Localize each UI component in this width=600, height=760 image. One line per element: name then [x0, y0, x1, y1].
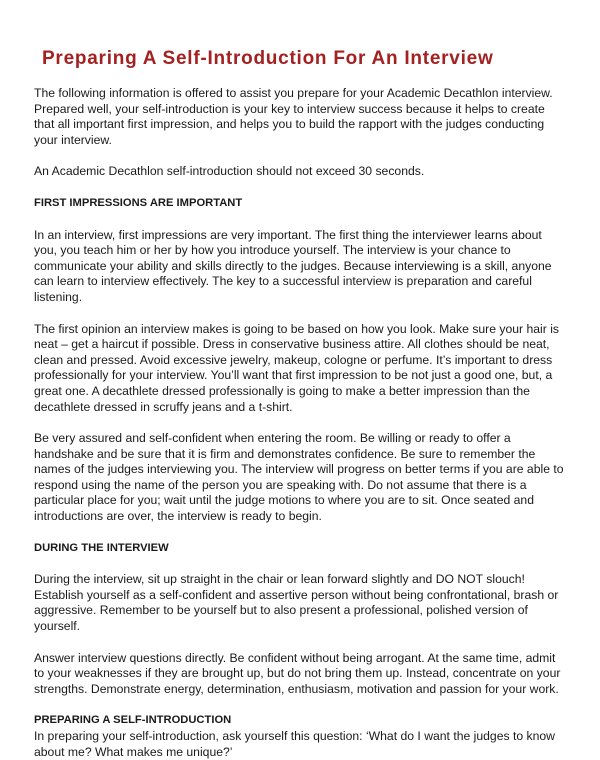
during-interview-paragraph-1: During the interview, sit up straight in the chair or lean forward slightly and DO NOT slouch! Establish yourself as a self-confident and assertive person without being confrontational, brash or aggressive. Remember to be yourself but to also present a professional, polished version of yourself.	[34, 572, 559, 634]
document-title: Preparing A Self-Introduction For An Interview	[42, 48, 494, 69]
first-impressions-paragraph-3: Be very assured and self-confident when entering the room. Be willing or ready to offer a handshake and be sure that it is firm and demonstrates confidence. Be sure to remember the names of the judges interviewing you. The interview will progress on better terms if you are able to respond using the name of the person you are speaking with. Do not assume that there is a particular place for you; wait until the judge motions to where you are to sit. Once seated and introductions are over, the interview is ready to begin.	[34, 431, 564, 524]
document-body	[34, 86, 566, 760]
first-impressions-paragraph-1: In an interview, first impressions are very important. The first thing the interviewer learns about you, you teach him or her by how you introduce yourself. The interview is your chance to communicate your ability and skills directly to the judges. Because interviewing is a skill, anyone can learn to interview effectively. The key to a successful interview is preparation and careful listening.	[34, 227, 552, 304]
first-impressions-paragraph-2: The first opinion an interview makes is going to be based on how you look. Make sure your hair is neat – get a haircut if possible. Dress in conservative business attire. All clothes should be neat, clean and pressed. Avoid excessive jewelry, makeup, cologne or perfume. It’s important to dress professionally for your interview. You’ll want that first impression to be not just a good one, but, a great one. A decathlete dressed professionally is going to make a better impression than the decathlete dressed in scruffy jeans and a t-shirt.	[34, 321, 560, 414]
preparing-self-introduction-paragraph: In preparing your self-introduction, ask yourself this question: ‘What do I want the judges to know about me? What makes me unique?’	[34, 729, 555, 759]
section-heading-during-interview: DURING THE INTERVIEW	[34, 541, 169, 554]
section-heading-preparing-self-introduction: PREPARING A SELF-INTRODUCTION	[34, 714, 232, 727]
intro-paragraph: The following information is offered to assist you prepare for your Academic Decathlon interview. Prepared well, your self-introduction is your key to interview success because it helps to create that all important first impression, and helps you to build the rapport with the judges conducting your interview.	[34, 86, 553, 147]
during-interview-paragraph-2: Answer interview questions directly. Be confident without being arrogant. At the same time, admit to your weaknesses if they are brought up, but do not bring them up. Instead, concentrate on your strengths. Demonstrate energy, determination, enthusiasm, motivation and passion for your work.	[34, 650, 561, 696]
section-heading-first-impressions: FIRST IMPRESSIONS ARE IMPORTANT	[34, 196, 243, 209]
time-limit-paragraph: An Academic Decathlon self-introduction should not exceed 30 seconds.	[34, 164, 425, 179]
